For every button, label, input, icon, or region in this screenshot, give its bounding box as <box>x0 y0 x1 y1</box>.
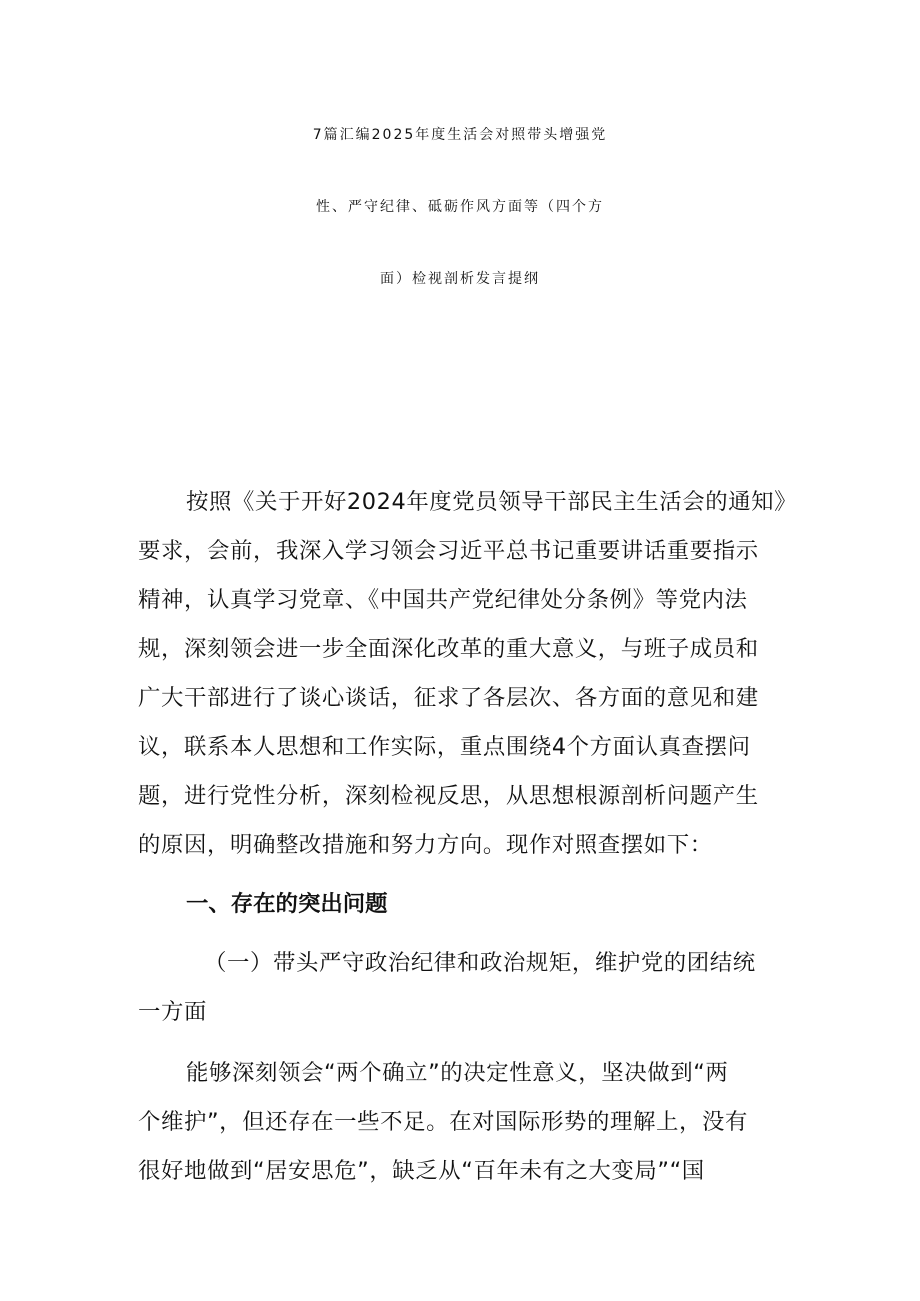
intro-line: 广大干部进行了谈心谈话，征求了各层次、各方面的意见和建 <box>138 685 759 711</box>
intro-line: 的原因，明确整改措施和努力方向。现作对照查摆如下： <box>138 832 713 858</box>
intro-line: 议，联系本人思想和工作实际，重点围绕4个方面认真查摆问 <box>138 734 751 760</box>
document-title-line-3: 面）检视剖析发言提纲 <box>380 271 540 287</box>
section-heading: 一、存在的突出问题 <box>186 891 388 917</box>
document-title-line-2: 性、严守纪律、砥砺作风方面等（四个方 <box>316 199 604 215</box>
paragraph-line: 能够深刻领会“两个确立”的决定性意义，坚决做到“两 <box>186 1060 729 1086</box>
paragraph-line: 个维护”，但还存在一些不足。在对国际形势的理解上，没有 <box>138 1109 748 1135</box>
intro-line: 要求，会前，我深入学习领会习近平总书记重要讲话重要指示 <box>138 538 759 564</box>
paragraph-line: 很好地做到“居安思危”，缺乏从“百年未有之大变局”“国 <box>138 1158 705 1184</box>
intro-line: 题，进行党性分析，深刻检视反思，从思想根源剖析问题产生 <box>138 783 759 809</box>
intro-line: 精神，认真学习党章、《中国共产党纪律处分条例》等党内法 <box>138 587 748 613</box>
intro-line: 按照《关于开好2024年度党员领导干部民主生活会的通知》 <box>186 489 798 515</box>
subsection-heading-line: （一）带头严守政治纪律和政治规矩，维护党的团结统 <box>204 950 756 976</box>
subsection-heading-line: 一方面 <box>138 999 207 1025</box>
document-title-line-1: 7篇汇编2025年度生活会对照带头增强党 <box>312 127 608 143</box>
intro-line: 规，深刻领会进一步全面深化改革的重大意义，与班子成员和 <box>138 636 759 662</box>
